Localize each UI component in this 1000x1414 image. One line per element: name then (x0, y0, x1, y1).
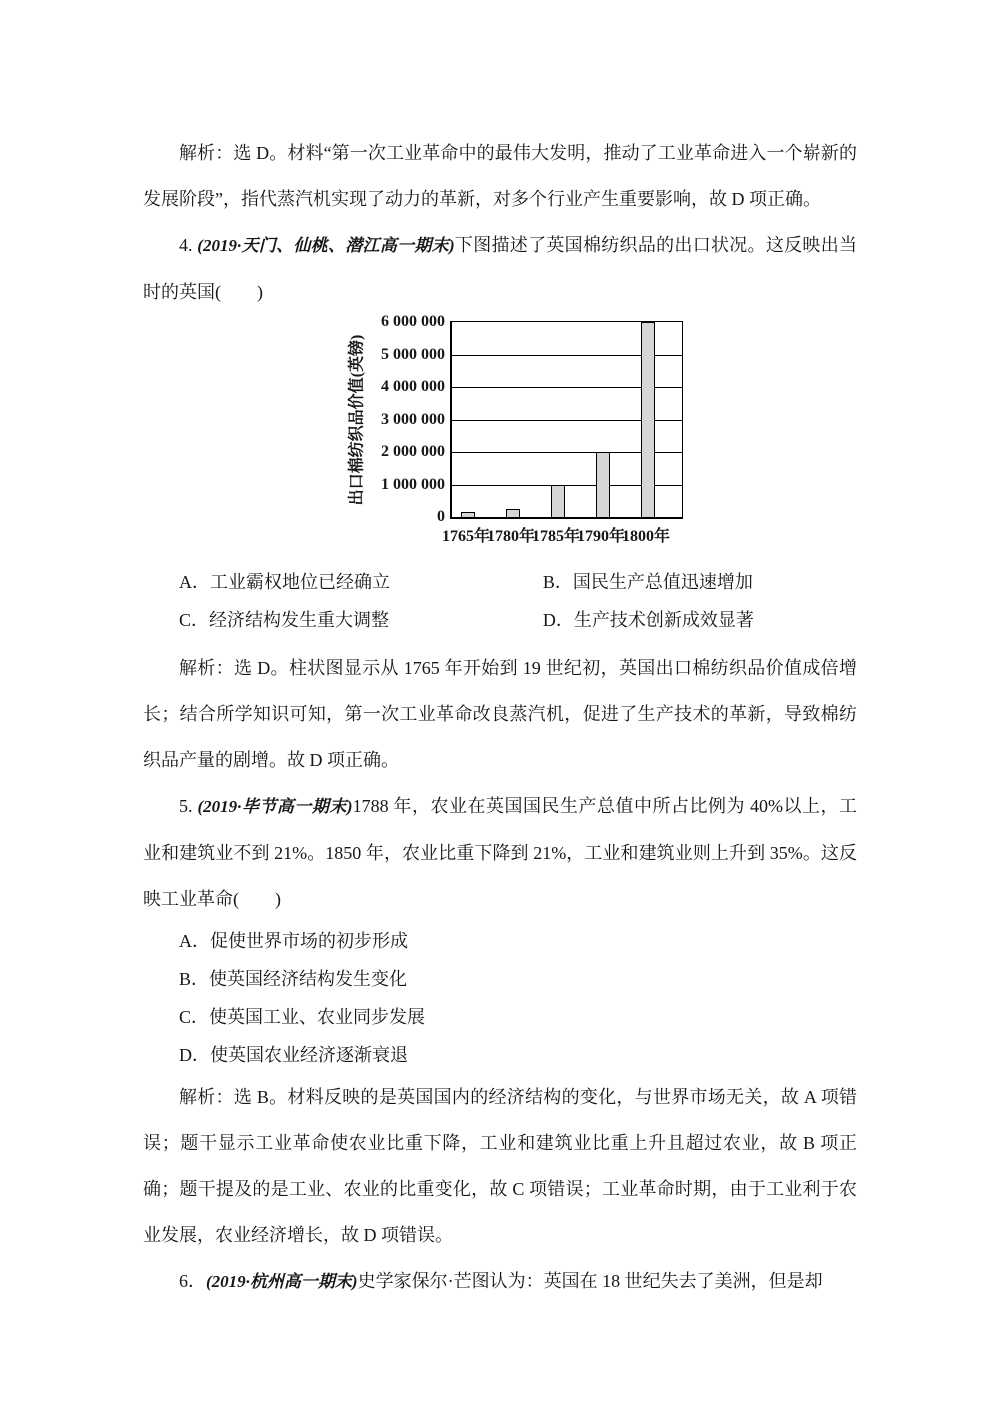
q5-number: 5. (179, 796, 198, 816)
q5-option-c: C．使英国工业、农业同步发展 (179, 1007, 426, 1027)
q5-stem: 1788 年，农业在英国国民生产总值中所占比例为 40%以上，工业和建筑业不到 21%。1850 年，农业比重下降到 21%，工业和建筑业则上升到 35%。这反映工业革命( ) (143, 796, 857, 909)
q6-stem: 史学家保尔·芒图认为：英国在 18 世纪失去了美洲，但是却 (357, 1271, 823, 1291)
q4-analysis-paragraph: 解析：选 D。柱状图显示从 1765 年开始到 19 世纪初，英国出口棉纺织品价值成倍增长；结合所学知识可知，第一次工业革命改良蒸汽机，促进了生产技术的革新，导致棉纺织品产量的剧增。故 D 项正确。 (143, 658, 857, 770)
y-tick-label: 3 000 000 (381, 410, 445, 428)
y-tick-label: 5 000 000 (381, 345, 445, 363)
bar-1765年 (461, 512, 475, 517)
bar-1780年 (506, 509, 520, 517)
q4-options (143, 563, 857, 639)
y-tick-label: 1 000 000 (381, 475, 445, 493)
q5-option-a: A．促使世界市场的初步形成 (179, 931, 408, 951)
chart-y-ticks (362, 313, 445, 525)
bar-1800年 (641, 322, 655, 517)
q4-stem-paragraph (143, 222, 857, 315)
q6-number: 6． (179, 1271, 206, 1291)
q4-option-b: B．国民生产总值迅速增加 (542, 572, 753, 592)
q4-option-d: D．生产技术创新成效显著 (542, 610, 754, 630)
q5-option-d: D．使英国农业经济逐渐衰退 (179, 1045, 408, 1065)
q6-stem-paragraph (143, 1258, 857, 1305)
chart-plot (450, 321, 683, 519)
q5-stem-paragraph (143, 783, 857, 922)
q4-stem: 下图描述了英国棉纺织品的出口状况。这反映出当时的英国( ) (143, 235, 858, 302)
cotton-export-bar-chart (143, 313, 857, 551)
q4-source: (2019·天门、仙桃、潜江高一期末) (197, 236, 455, 255)
chart-y-axis-title: 出口棉纺织品价值(英镑) (348, 334, 366, 506)
page-content (143, 130, 857, 1305)
bar-1785年 (551, 485, 565, 518)
bar-1790年 (596, 452, 610, 517)
q4-number: 4. (179, 235, 198, 255)
x-tick-label: 1800年 (621, 528, 670, 545)
q5-options (143, 922, 857, 1074)
q4-option-c: C．经济结构发生重大调整 (179, 610, 390, 630)
q5-analysis-paragraph: 解析：选 B。材料反映的是英国国内的经济结构的变化，与世界市场无关，故 A 项错误；题干显示工业革命使农业比重下降，工业和建筑业比重上升且超过农业，故 B 项正确；题干提及的是工业、农业的比重变化，故 C 项错误；工业革命时期，由于工业利于农业发展，农业经济增长，故 D 项错误。 (143, 1087, 857, 1245)
chart-x-labels (441, 523, 683, 547)
y-tick-label: 0 (437, 508, 445, 525)
y-tick-label: 6 000 000 (381, 313, 445, 330)
q3-analysis-paragraph: 解析：选 D。材料“第一次工业革命中的最伟大发明，推动了工业革命进入一个崭新的发展阶段”，指代蒸汽机实现了动力的革新，对多个行业产生重要影响，故 D 项正确。 (143, 143, 857, 209)
x-tick-label: 1790年 (576, 528, 625, 545)
x-tick-label: 1765年 (441, 528, 490, 545)
q5-option-b: B．使英国经济结构发生变化 (179, 969, 408, 989)
q6-source: (2019·杭州高一期末) (206, 1272, 358, 1291)
q5-source: (2019·毕节高一期末) (197, 797, 353, 816)
y-tick-label: 4 000 000 (381, 378, 445, 395)
x-tick-label: 1780年 (486, 528, 535, 545)
y-tick-label: 2 000 000 (381, 443, 445, 460)
x-tick-label: 1785年 (531, 528, 580, 545)
q4-option-a: A．工业霸权地位已经确立 (179, 572, 390, 592)
